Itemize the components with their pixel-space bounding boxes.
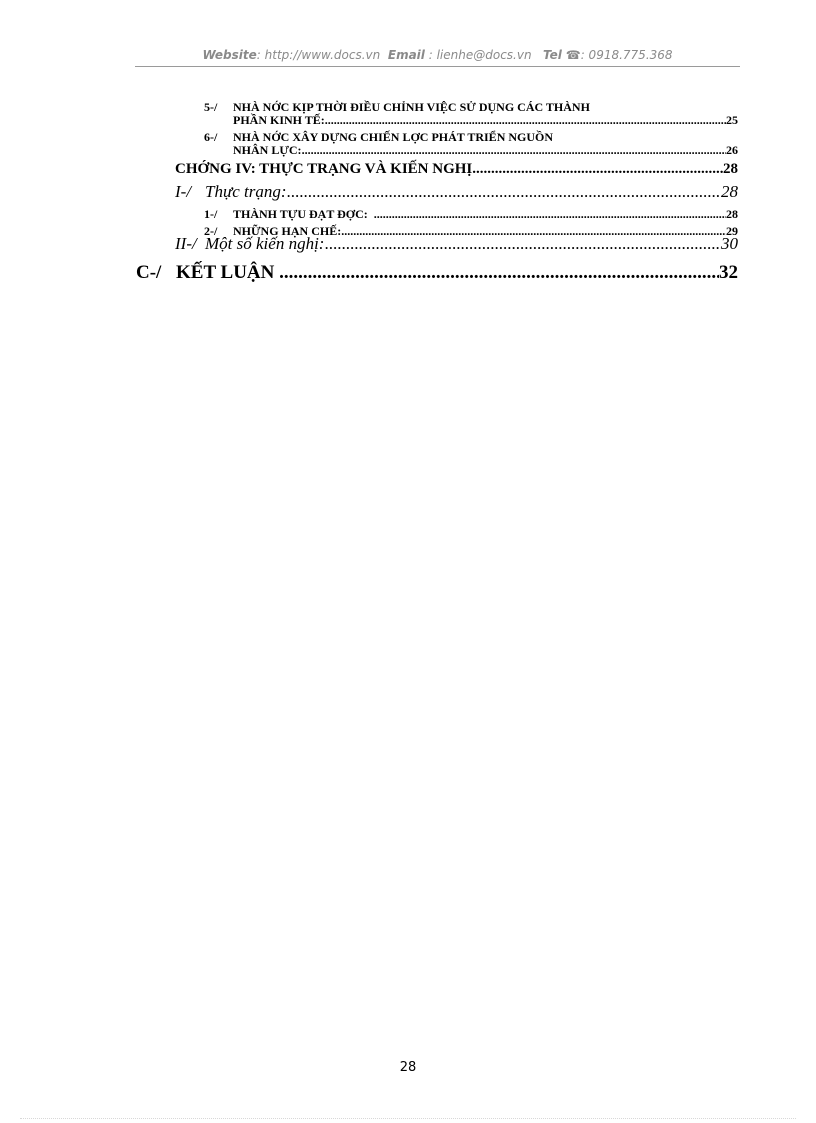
toc-section-1 <box>175 182 738 202</box>
toc-conclusion-title: KẾT LUẬN <box>176 262 275 283</box>
toc-leader-dots <box>374 207 726 222</box>
toc-leader-dots <box>279 262 719 284</box>
website-value: : http://www.docs.vn <box>256 48 381 62</box>
toc-leader-dots <box>472 161 723 178</box>
toc-sub-1-label <box>204 207 374 222</box>
toc-conclusion-page: 32 <box>719 262 738 283</box>
toc-chapter-4 <box>175 161 738 178</box>
toc-item-6-page: 26 <box>726 143 738 157</box>
toc-sub-1 <box>204 207 738 222</box>
toc-item-5-line2 <box>233 113 738 128</box>
toc-conclusion-label <box>136 262 279 284</box>
email-label: Email <box>387 48 425 62</box>
toc-section-2-label <box>175 234 324 254</box>
page-number: 28 <box>399 1060 417 1075</box>
toc-section-1-page: 28 <box>721 182 738 201</box>
toc-leader-dots <box>325 113 726 128</box>
website-label: Website <box>202 48 257 62</box>
toc-sub-2-title: NHỮNG HẠN CHẾ: <box>233 224 342 238</box>
header-divider <box>135 66 740 67</box>
toc-leader-dots <box>287 182 721 202</box>
toc-conclusion-number: C-/ <box>136 262 162 283</box>
toc-item-5-title: NHÀ NỚC KỊP THỜI ĐIỀU CHỈNH VIỆC SỬ DỤNG CÁC THÀNH <box>233 100 590 114</box>
toc-section-2-title: Một số kiến nghị: <box>205 234 325 253</box>
toc-sub-1-page: 28 <box>726 207 738 221</box>
toc-item-6-title-cont: NHÂN LỰC: <box>233 143 302 157</box>
toc-section-1-number: I-/ <box>175 182 192 201</box>
page-header <box>135 48 740 62</box>
email-value: : lienhe@docs.vn <box>428 48 532 62</box>
toc-section-1-title: Thực trạng: <box>205 182 287 201</box>
toc-item-6-title: NHÀ NỚC XÂY DỰNG CHIẾN LỢC PHÁT TRIỂN NGUỒN <box>233 130 554 144</box>
toc-chapter-4-title: CHỚNG IV: THỰC TRẠNG VÀ KIẾN NGHỊ <box>175 161 473 177</box>
toc-leader-dots <box>302 143 726 158</box>
toc-sub-2-number: 2-/ <box>204 224 218 238</box>
footer-divider <box>20 1118 796 1119</box>
toc-section-2-number: II-/ <box>175 234 197 253</box>
toc-leader-dots <box>324 234 721 254</box>
phone-icon: ☎ <box>565 48 581 62</box>
tel-label: Tel <box>543 48 562 62</box>
toc-item-5-title-cont: PHẦN KINH TẾ: <box>233 113 325 127</box>
toc-sub-1-number: 1-/ <box>204 207 218 221</box>
toc-item-5-page: 25 <box>726 113 738 127</box>
toc-sub-1-title: THÀNH TỰU ĐẠT ĐỢC: <box>233 207 368 221</box>
toc-section-2 <box>175 234 738 254</box>
toc-item-6-line2 <box>233 143 738 158</box>
toc-item-6-number: 6-/ <box>204 130 218 144</box>
toc-sub-2-page: 29 <box>726 224 738 238</box>
toc-section-2-page: 30 <box>721 234 738 253</box>
toc-chapter-4-page: 28 <box>723 161 738 177</box>
tel-value: : 0918.775.368 <box>580 48 673 62</box>
toc-section-1-label <box>175 182 287 202</box>
toc-conclusion <box>136 262 738 284</box>
toc-item-5-number: 5-/ <box>204 100 218 114</box>
